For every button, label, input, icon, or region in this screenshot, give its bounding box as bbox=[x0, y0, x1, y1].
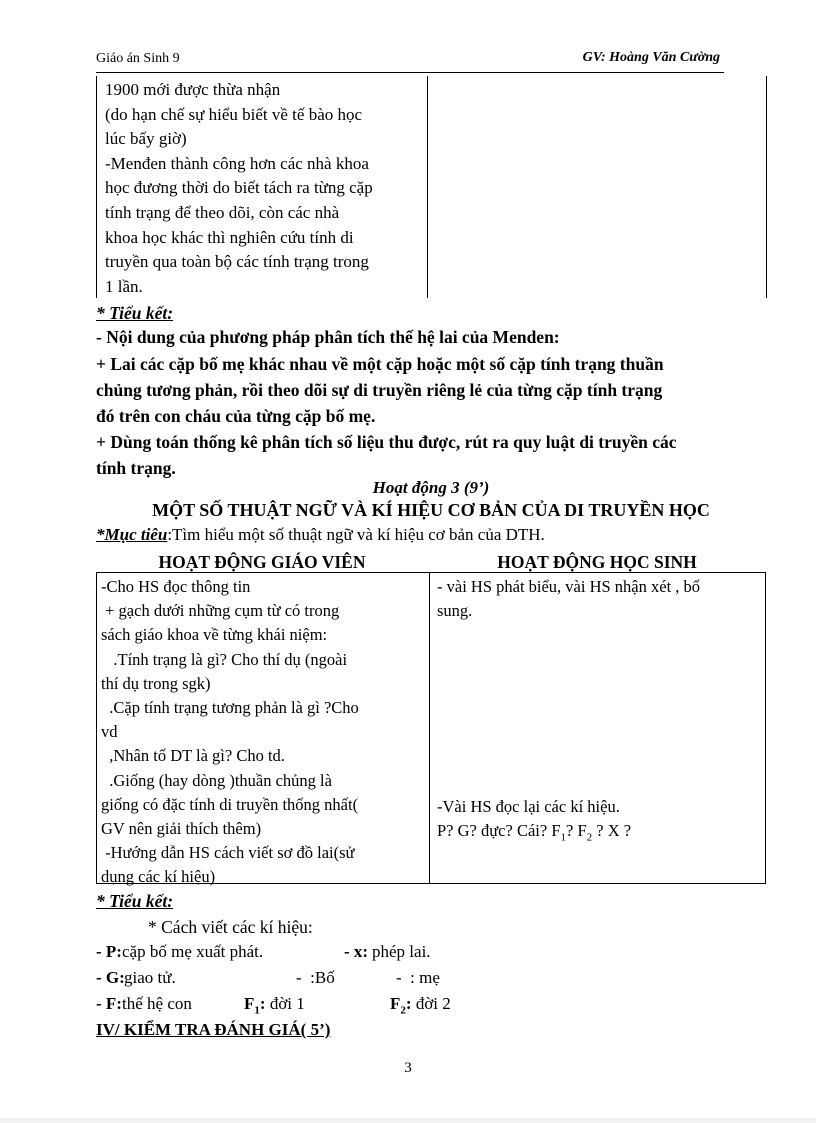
fragment-cell-text bbox=[105, 78, 421, 299]
activity3-heading: MỘT SỐ THUẬT NGỮ VÀ KÍ HIỆU CƠ BẢN CỦA DI TRUYỀN HỌC bbox=[152, 500, 710, 520]
symbol-g-meaning: giao tử. bbox=[124, 968, 176, 987]
symbol-x-meaning: phép lai. bbox=[372, 942, 431, 961]
summary1-point2-line: tính trạng. bbox=[96, 458, 176, 478]
fragment-line: khoa học khác thì nghiên cứu tính di bbox=[105, 227, 354, 247]
symbol-father: - :Bố bbox=[296, 968, 335, 987]
teacher-line: ,Nhân tố DT là gì? Cho td. bbox=[101, 746, 285, 766]
symbol-x: - x: bbox=[344, 942, 369, 961]
summary1-point2-line: + Dùng toán thống kê phân tích số liệu thu được, rút ra quy luật di truyền các bbox=[96, 432, 677, 452]
student-line: - vài HS phát biểu, vài HS nhận xét , bổ bbox=[437, 577, 701, 596]
student-column-heading: HOẠT ĐỘNG HỌC SINH bbox=[497, 552, 697, 572]
teacher-line: dụng các kí hiệu) bbox=[101, 867, 216, 887]
student-symbols-line: P? G? đực? Cái? $F_1$? $F_2$ ? X ? bbox=[437, 821, 632, 844]
teacher-line: .Giống (hay dòng )thuần chủng là bbox=[101, 770, 332, 790]
student-line: -Vài HS đọc lại các kí hiệu. bbox=[437, 797, 620, 816]
fragment-line: tính trạng để theo dõi, còn các nhà bbox=[105, 202, 340, 222]
table-divider bbox=[429, 573, 430, 883]
activity3-objective bbox=[96, 525, 545, 545]
teacher-line: .Tính trạng là gì? Cho thí dụ (ngoài bbox=[101, 649, 348, 669]
symbol-f-meaning: thế hệ con bbox=[122, 994, 192, 1013]
teacher-line: -Cho HS đọc thông tin bbox=[101, 577, 251, 596]
header-teacher: GV: Hoàng Văn Cường bbox=[582, 50, 720, 65]
summary2-label: * Tiểu kết: bbox=[96, 891, 174, 911]
fragment-line: học đương thời do biết tách ra từng cặp bbox=[105, 178, 373, 198]
summary1-point1-line: chủng tương phản, rồi theo dõi sự di truyền riêng lẻ của từng cặp tính trạng bbox=[96, 380, 663, 400]
fragment-line: 1 lần. bbox=[105, 276, 143, 296]
symbol-f: - F: bbox=[96, 994, 122, 1013]
notation-title: * Cách viết các kí hiệu: bbox=[148, 917, 313, 937]
fragment-right-border bbox=[766, 76, 767, 298]
objective-label: *Mục tiêu bbox=[96, 525, 168, 544]
section4-heading: IV/ KIỂM TRA ĐÁNH GIÁ( 5’) bbox=[96, 1020, 331, 1039]
continued-table-fragment bbox=[96, 76, 766, 298]
fragment-line: 1900 mới được thừa nhận bbox=[105, 80, 281, 99]
fragment-line: -Menđen thành công hơn các nhà khoa bbox=[105, 153, 369, 173]
summary1-label: * Tiểu kết: bbox=[96, 303, 174, 323]
teacher-line: vd bbox=[101, 722, 118, 742]
teacher-column-heading: HOẠT ĐỘNG GIÁO VIÊN bbox=[158, 552, 366, 572]
symbol-f2: $F_2$: đời 2 bbox=[390, 994, 451, 1017]
teacher-line: + gạch dưới những cụm từ có trong bbox=[101, 601, 340, 621]
summary1-point1-line: + Lai các cặp bố mẹ khác nhau về một cặp hoặc một số cặp tính trạng thuần bbox=[96, 354, 664, 374]
teacher-line: giống có đặc tính di truyền thống nhất( bbox=[101, 794, 359, 814]
teacher-activity-cell bbox=[101, 575, 423, 890]
activity3-title: Hoạt động 3 (9’) bbox=[372, 478, 490, 497]
objective-text: :Tìm hiểu một số thuật ngữ và kí hiệu cơ bản của DTH. bbox=[167, 525, 545, 544]
fragment-line: lúc bấy giờ) bbox=[105, 129, 187, 149]
student-line: sung. bbox=[437, 601, 473, 621]
student-activity-cell-top bbox=[437, 575, 761, 623]
teacher-line: .Cặp tính trạng tương phản là gì ?Cho bbox=[101, 698, 359, 718]
teacher-line: sách giáo khoa về từng khái niệm: bbox=[101, 625, 328, 645]
fragment-line: (do hạn chế sự hiểu biết về tế bào học bbox=[105, 104, 363, 124]
teacher-line: -Hướng dẫn HS cách viết sơ đồ lai(sử bbox=[101, 843, 355, 863]
summary1-point1-line: đó trên con cháu của từng cặp bố mẹ. bbox=[96, 406, 376, 426]
symbol-p: - P: bbox=[96, 942, 122, 961]
student-activity-cell-bottom bbox=[437, 795, 761, 850]
header-subject: Giáo án Sinh 9 bbox=[96, 51, 180, 66]
fragment-left-column bbox=[96, 76, 428, 298]
summary1-title: - Nội dung của phương pháp phân tích thế hệ lai của Menden: bbox=[96, 327, 560, 347]
symbol-mother: - : mẹ bbox=[396, 968, 440, 987]
teacher-line: thí dụ trong sgk) bbox=[101, 673, 211, 693]
page-header bbox=[96, 50, 724, 73]
activity-table bbox=[96, 572, 766, 887]
symbol-f1: $F_1$: đời 1 bbox=[244, 994, 305, 1017]
fragment-line: truyền qua toàn bộ các tính trạng trong bbox=[105, 252, 369, 272]
page-bottom-edge bbox=[0, 1118, 816, 1123]
symbol-g: - G: bbox=[96, 968, 125, 987]
summary1-content bbox=[96, 324, 766, 481]
page-number: 3 bbox=[404, 1060, 412, 1076]
teacher-line: GV nên giải thích thêm) bbox=[101, 819, 262, 839]
symbol-p-meaning: cặp bố mẹ xuất phát. bbox=[122, 942, 264, 961]
